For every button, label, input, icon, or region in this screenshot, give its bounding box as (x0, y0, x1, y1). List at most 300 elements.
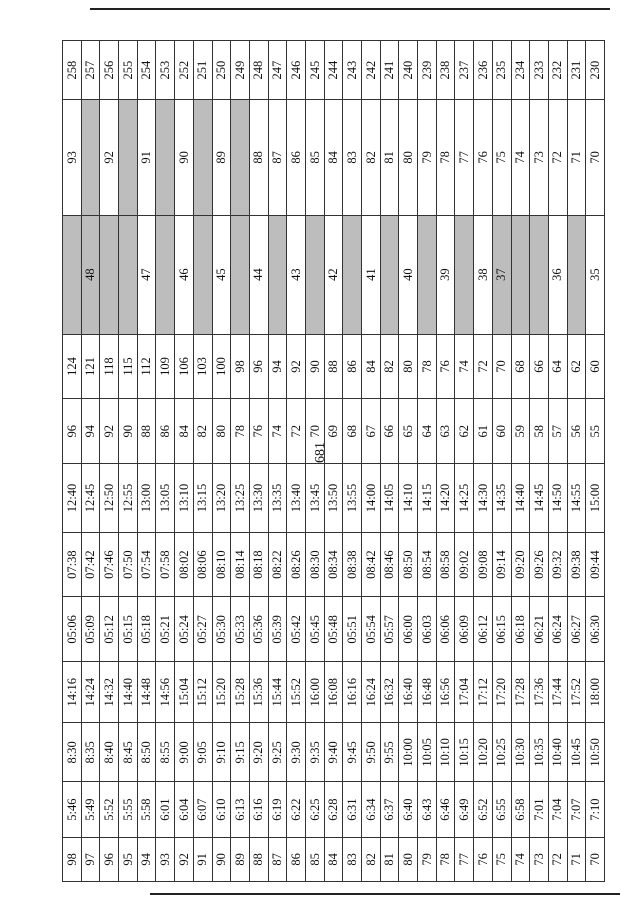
table-cell: 09:08 (474, 532, 493, 597)
table-row (455, 41, 474, 882)
table-cell: 6:07 (193, 782, 212, 837)
table-cell: 6:49 (455, 782, 474, 837)
table-cell: 94 (137, 837, 156, 881)
table-cell: 79 (418, 837, 437, 881)
table-cell: 95 (119, 837, 138, 881)
table-cell: 14:16 (63, 662, 82, 723)
table-cell: 08:26 (287, 532, 306, 597)
table-cell: 73 (530, 100, 549, 215)
table-cell: 72 (474, 334, 493, 399)
table-cell: 05:18 (137, 597, 156, 662)
table-cell: 66 (380, 399, 399, 464)
table-cell: 6:52 (474, 782, 493, 837)
table-cell: 5:49 (81, 782, 100, 837)
table-cell: 255 (119, 41, 138, 100)
table-cell (418, 215, 437, 334)
table-cell: 6:19 (268, 782, 287, 837)
table-cell: 242 (362, 41, 381, 100)
table-row (511, 41, 530, 882)
table-cell: 98 (231, 334, 250, 399)
table-cell: 13:00 (137, 464, 156, 533)
table-cell: 65 (399, 399, 418, 464)
table-cell: 10:20 (474, 723, 493, 782)
table-cell: 46 (175, 215, 194, 334)
table-cell: 44 (249, 215, 268, 334)
table-cell: 6:16 (249, 782, 268, 837)
table-cell: 82 (362, 837, 381, 881)
table-cell: 06:03 (418, 597, 437, 662)
table-cell: 6:55 (492, 782, 511, 837)
table-cell: 72 (548, 837, 567, 881)
table-cell: 14:50 (548, 464, 567, 533)
table-cell: 10:15 (455, 723, 474, 782)
table-cell: 07:58 (156, 532, 175, 597)
table-cell: 9:20 (249, 723, 268, 782)
table-cell: 97 (81, 837, 100, 881)
table-cell: 83 (343, 100, 362, 215)
table-cell: 244 (324, 41, 343, 100)
table-cell: 85 (305, 837, 324, 881)
table-cell: 5:55 (119, 782, 138, 837)
table-cell: 9:15 (231, 723, 250, 782)
table-cell: 96 (100, 837, 119, 881)
table-cell: 86 (343, 334, 362, 399)
table-cell: 84 (324, 837, 343, 881)
table-cell: 245 (305, 41, 324, 100)
table-cell: 248 (249, 41, 268, 100)
table-cell: 90 (212, 837, 231, 881)
table-cell: 251 (193, 41, 212, 100)
table-cell: 5:58 (137, 782, 156, 837)
table-cell: 91 (137, 100, 156, 215)
table-row (231, 41, 250, 882)
table-cell: 40 (399, 215, 418, 334)
table-cell: 59 (511, 399, 530, 464)
table-cell: 08:18 (249, 532, 268, 597)
table-cell: 57 (548, 399, 567, 464)
table-cell: 73 (530, 837, 549, 881)
table-cell: 05:45 (305, 597, 324, 662)
table-row (137, 41, 156, 882)
table-cell: 68 (511, 334, 530, 399)
table-cell: 05:57 (380, 597, 399, 662)
table-cell (193, 215, 212, 334)
table-cell: 6:31 (343, 782, 362, 837)
table-row (474, 41, 493, 882)
table-row (343, 41, 362, 882)
table-cell: 09:14 (492, 532, 511, 597)
table-cell: 06:24 (548, 597, 567, 662)
table-cell: 07:46 (100, 532, 119, 597)
table-cell: 240 (399, 41, 418, 100)
table-row (156, 41, 175, 882)
table-cell: 82 (362, 100, 381, 215)
table-cell: 246 (287, 41, 306, 100)
table-cell: 10:30 (511, 723, 530, 782)
table-cell: 10:10 (436, 723, 455, 782)
table-cell: 233 (530, 41, 549, 100)
table-cell: 09:02 (455, 532, 474, 597)
table-cell: 08:38 (343, 532, 362, 597)
table-cell: 72 (287, 399, 306, 464)
table-cell: 15:44 (268, 662, 287, 723)
table-cell: 14:40 (119, 662, 138, 723)
score-table (62, 40, 605, 882)
table-cell: 7:07 (567, 782, 586, 837)
table-cell: 14:35 (492, 464, 511, 533)
table-cell: 121 (81, 334, 100, 399)
table-cell: 42 (324, 215, 343, 334)
table-cell: 88 (249, 100, 268, 215)
table-cell: 16:00 (305, 662, 324, 723)
table-cell: 12:45 (81, 464, 100, 533)
table-cell: 63 (436, 399, 455, 464)
table-cell: 238 (436, 41, 455, 100)
table-cell: 17:04 (455, 662, 474, 723)
table-cell: 72 (548, 100, 567, 215)
table-cell: 64 (418, 399, 437, 464)
table-cell (119, 100, 138, 215)
table-cell: 60 (492, 399, 511, 464)
table-cell: 71 (567, 837, 586, 881)
table-cell: 06:27 (567, 597, 586, 662)
table-cell: 15:04 (175, 662, 194, 723)
table-cell: 13:55 (343, 464, 362, 533)
table-cell: 06:15 (492, 597, 511, 662)
table-cell: 08:10 (212, 532, 231, 597)
table-cell: 257 (81, 41, 100, 100)
table-cell: 05:48 (324, 597, 343, 662)
table-cell: 74 (511, 837, 530, 881)
table-cell: 13:05 (156, 464, 175, 533)
table-cell: 239 (418, 41, 437, 100)
table-cell (81, 100, 100, 215)
table-cell: 61 (474, 399, 493, 464)
table-cell: 86 (287, 100, 306, 215)
table-cell: 76 (474, 100, 493, 215)
table-cell: 76 (436, 334, 455, 399)
table-cell: 13:45 (305, 464, 324, 533)
table-cell: 13:20 (212, 464, 231, 533)
table-cell: 08:46 (380, 532, 399, 597)
table-cell: 234 (511, 41, 530, 100)
table-cell: 6:46 (436, 782, 455, 837)
table-row (193, 41, 212, 882)
table-cell: 76 (249, 399, 268, 464)
table-cell: 75 (492, 100, 511, 215)
table-cell: 10:25 (492, 723, 511, 782)
table-cell: 230 (586, 41, 605, 100)
table-cell: 9:30 (287, 723, 306, 782)
table-cell: 93 (156, 837, 175, 881)
table-cell: 55 (586, 399, 605, 464)
table-cell: 05:21 (156, 597, 175, 662)
table-cell: 05:06 (63, 597, 82, 662)
table-cell: 70 (586, 837, 605, 881)
table-cell (305, 215, 324, 334)
table-cell: 17:44 (548, 662, 567, 723)
table-cell: 88 (249, 837, 268, 881)
table-cell: 5:52 (100, 782, 119, 837)
table-cell: 09:38 (567, 532, 586, 597)
table-cell: 47 (137, 215, 156, 334)
table-row (249, 41, 268, 882)
table-row (530, 41, 549, 882)
table-cell: 124 (63, 334, 82, 399)
table-cell: 14:40 (511, 464, 530, 533)
table-cell: 14:55 (567, 464, 586, 533)
table-cell: 79 (418, 100, 437, 215)
table-cell: 7:10 (586, 782, 605, 837)
table-cell: 14:45 (530, 464, 549, 533)
table-row (324, 41, 343, 882)
table-cell: 6:01 (156, 782, 175, 837)
table-cell: 10:00 (399, 723, 418, 782)
table-cell (231, 215, 250, 334)
table-row (399, 41, 418, 882)
table-cell: 41 (362, 215, 381, 334)
table-cell: 16:32 (380, 662, 399, 723)
table-cell: 6:13 (231, 782, 250, 837)
table-cell: 8:30 (63, 723, 82, 782)
table-cell: 76 (474, 837, 493, 881)
table-cell: 13:30 (249, 464, 268, 533)
table-cell: 90 (119, 399, 138, 464)
table-cell: 06:06 (436, 597, 455, 662)
table-cell: 70 (492, 334, 511, 399)
table-cell: 9:00 (175, 723, 194, 782)
table-cell: 05:36 (249, 597, 268, 662)
table-cell: 08:58 (436, 532, 455, 597)
table-cell (63, 215, 82, 334)
table-row (492, 41, 511, 882)
table-cell (156, 215, 175, 334)
table-cell: 80 (399, 837, 418, 881)
table-cell: 9:50 (362, 723, 381, 782)
table-row (548, 41, 567, 882)
table-cell: 05:15 (119, 597, 138, 662)
table-cell: 8:55 (156, 723, 175, 782)
table-cell: 115 (119, 334, 138, 399)
table-cell: 92 (100, 399, 119, 464)
table-cell: 15:52 (287, 662, 306, 723)
table-cell: 12:40 (63, 464, 82, 533)
table-cell: 05:24 (175, 597, 194, 662)
table-cell: 14:30 (474, 464, 493, 533)
table-cell: 9:35 (305, 723, 324, 782)
table-cell: 253 (156, 41, 175, 100)
table-cell: 8:45 (119, 723, 138, 782)
table-cell: 08:14 (231, 532, 250, 597)
table-row (63, 41, 82, 882)
table-cell: 15:00 (586, 464, 605, 533)
table-cell: 38 (474, 215, 493, 334)
table-cell: 16:08 (324, 662, 343, 723)
table-cell: 35 (586, 215, 605, 334)
table-cell: 86 (156, 399, 175, 464)
table-cell: 17:12 (474, 662, 493, 723)
table-row (100, 41, 119, 882)
table-cell: 241 (380, 41, 399, 100)
table-cell: 10:35 (530, 723, 549, 782)
table-cell: 05:30 (212, 597, 231, 662)
table-cell: 69 (324, 399, 343, 464)
table-cell: 15:28 (231, 662, 250, 723)
table-cell: 17:36 (530, 662, 549, 723)
table-cell: 231 (567, 41, 586, 100)
table-cell: 249 (231, 41, 250, 100)
table-cell: 6:22 (287, 782, 306, 837)
table-cell: 62 (567, 334, 586, 399)
table-cell: 06:30 (586, 597, 605, 662)
table-cell: 118 (100, 334, 119, 399)
table-cell: 14:48 (137, 662, 156, 723)
table-cell: 10:05 (418, 723, 437, 782)
table-row (380, 41, 399, 882)
table-cell: 17:28 (511, 662, 530, 723)
table-cell: 91 (193, 837, 212, 881)
table-cell: 14:15 (418, 464, 437, 533)
top-rule (90, 8, 610, 10)
table-cell (567, 215, 586, 334)
table-cell: 09:32 (548, 532, 567, 597)
table-cell: 254 (137, 41, 156, 100)
table-cell: 232 (548, 41, 567, 100)
table-cell: 258 (63, 41, 82, 100)
table-cell: 14:32 (100, 662, 119, 723)
table-cell: 75 (492, 837, 511, 881)
table-cell: 252 (175, 41, 194, 100)
table-cell: 13:35 (268, 464, 287, 533)
bottom-rule (150, 893, 620, 895)
table-cell: 7:01 (530, 782, 549, 837)
table-cell: 06:09 (455, 597, 474, 662)
table-cell: 78 (231, 399, 250, 464)
table-cell: 6:04 (175, 782, 194, 837)
table-cell: 10:45 (567, 723, 586, 782)
table-cell: 81 (380, 837, 399, 881)
table-row (175, 41, 194, 882)
table-row (81, 41, 100, 882)
table-cell: 05:51 (343, 597, 362, 662)
table-row (287, 41, 306, 882)
table-cell: 89 (212, 100, 231, 215)
table-cell (193, 100, 212, 215)
table-cell: 92 (287, 334, 306, 399)
table-cell: 08:02 (175, 532, 194, 597)
table-cell: 250 (212, 41, 231, 100)
table-cell (100, 215, 119, 334)
table-cell (231, 100, 250, 215)
table-cell: 82 (380, 334, 399, 399)
table-row (212, 41, 231, 882)
table-cell: 12:55 (119, 464, 138, 533)
table-cell: 235 (492, 41, 511, 100)
table-cell: 90 (175, 100, 194, 215)
table-cell: 18:00 (586, 662, 605, 723)
table-row (268, 41, 287, 882)
table-row (436, 41, 455, 882)
table-cell: 08:34 (324, 532, 343, 597)
table-row (305, 41, 324, 882)
table-cell: 84 (324, 100, 343, 215)
table-cell: 15:20 (212, 662, 231, 723)
table-cell: 96 (63, 399, 82, 464)
table-cell: 94 (268, 334, 287, 399)
table-cell: 15:36 (249, 662, 268, 723)
table-cell: 14:56 (156, 662, 175, 723)
table-cell: 16:24 (362, 662, 381, 723)
table-cell: 16:40 (399, 662, 418, 723)
table-cell: 85 (305, 100, 324, 215)
table-cell: 67 (362, 399, 381, 464)
table-cell: 6:34 (362, 782, 381, 837)
table-cell: 9:40 (324, 723, 343, 782)
table-cell: 103 (193, 334, 212, 399)
table-cell: 9:25 (268, 723, 287, 782)
table-cell: 60 (586, 334, 605, 399)
table-cell (268, 215, 287, 334)
table-cell: 70 (305, 399, 324, 464)
table-cell: 82 (193, 399, 212, 464)
table-cell: 43 (287, 215, 306, 334)
table-cell: 56 (567, 399, 586, 464)
table-cell: 05:42 (287, 597, 306, 662)
table-cell: 66 (530, 334, 549, 399)
table-cell: 37 (492, 215, 511, 334)
table-cell: 6:25 (305, 782, 324, 837)
table-cell: 84 (175, 399, 194, 464)
table-cell: 05:27 (193, 597, 212, 662)
table-cell: 45 (212, 215, 231, 334)
table-cell: 247 (268, 41, 287, 100)
table-cell: 07:54 (137, 532, 156, 597)
table-cell: 09:26 (530, 532, 549, 597)
table-cell: 05:09 (81, 597, 100, 662)
table-cell: 68 (343, 399, 362, 464)
table-cell: 94 (81, 399, 100, 464)
table-cell: 8:40 (100, 723, 119, 782)
table-cell: 80 (399, 334, 418, 399)
table-cell: 13:10 (175, 464, 194, 533)
table-cell: 17:52 (567, 662, 586, 723)
table-cell: 06:12 (474, 597, 493, 662)
table-cell: 88 (324, 334, 343, 399)
table-cell: 87 (268, 100, 287, 215)
table-cell: 39 (436, 215, 455, 334)
table-cell: 106 (175, 334, 194, 399)
score-table-body (63, 41, 605, 882)
table-cell: 112 (137, 334, 156, 399)
page-number: 681 (313, 442, 328, 463)
table-cell: 48 (81, 215, 100, 334)
table-cell: 13:25 (231, 464, 250, 533)
table-cell: 05:33 (231, 597, 250, 662)
table-cell: 109 (156, 334, 175, 399)
table-cell: 9:55 (380, 723, 399, 782)
table-cell: 16:48 (418, 662, 437, 723)
table-cell: 98 (63, 837, 82, 881)
table-cell: 6:40 (399, 782, 418, 837)
table-cell: 237 (455, 41, 474, 100)
table-cell: 74 (268, 399, 287, 464)
table-cell: 08:50 (399, 532, 418, 597)
table-cell: 07:38 (63, 532, 82, 597)
table-cell: 9:10 (212, 723, 231, 782)
table-cell: 77 (455, 837, 474, 881)
table-cell: 6:43 (418, 782, 437, 837)
table-cell: 08:06 (193, 532, 212, 597)
